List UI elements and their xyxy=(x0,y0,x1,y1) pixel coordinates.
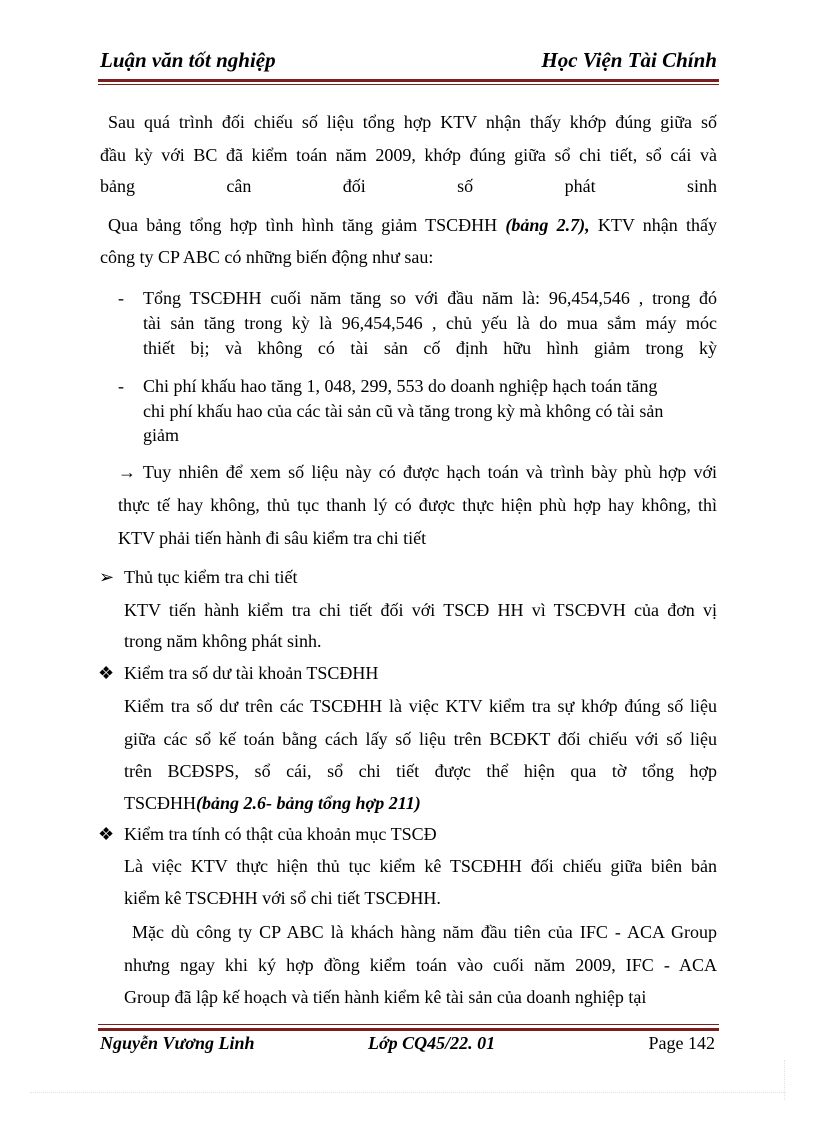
bullet2-dash: - xyxy=(118,376,124,396)
para1-line3: bảng cân đối số phát sinh xyxy=(100,176,717,196)
bullet1-dash: - xyxy=(118,288,124,308)
bullet1-line2: tài sản tăng trong kỳ là 96,454,546 , chủ yếu là do mua sắm máy móc xyxy=(143,313,717,333)
page-header xyxy=(100,44,717,76)
section2-line4 xyxy=(124,794,421,812)
page-right-border xyxy=(784,1060,785,1100)
bullet1-line3: thiết bị; và không có tài sản cố định hữu hình giảm trong kỳ xyxy=(143,338,717,358)
header-rule-thin xyxy=(98,84,719,85)
section2-table-ref: (bảng 2.6- bảng tổng hợp 211) xyxy=(196,793,421,813)
section3-title: Kiểm tra tính có thật của khoản mục TSCĐ xyxy=(124,824,437,844)
para2-line1 xyxy=(108,216,717,234)
section1-line1: KTV tiến hành kiểm tra chi tiết đối với TSCĐ HH vì TSCĐVH của đơn vị xyxy=(124,600,717,620)
bullet1-line1: Tổng TSCĐHH cuối năm tăng so với đầu năm là: 96,454,546 , trong đó xyxy=(143,288,717,308)
arrow-para-line3: KTV phải tiến hành đi sâu kiểm tra chi tiết xyxy=(118,528,427,548)
footer-author: Nguyễn Vương Linh xyxy=(100,1033,255,1053)
section2-line2: giữa các sổ kế toán bằng cách lấy số liệu trên BCĐKT đối chiếu với số liệu xyxy=(124,729,717,749)
section2-line4-pre: TSCĐHH xyxy=(124,793,197,813)
section3-line5: Group đã lập kế hoạch và tiến hành kiểm kê tài sản của doanh nghiệp tại xyxy=(124,987,647,1007)
bullet2-line2: chi phí khấu hao của các tài sản cũ và tăng trong kỳ mà không có tài sản xyxy=(143,401,664,421)
section2-line3: trên BCĐSPS, sổ cái, sổ chi tiết được thể hiện qua tờ tổng hợp xyxy=(124,761,717,781)
para2-text-pre: Qua bảng tổng hợp tình hình tăng giảm TSCĐHH xyxy=(108,215,506,235)
section3-line3: Mặc dù công ty CP ABC là khách hàng năm đầu tiên của IFC - ACA Group xyxy=(132,922,717,942)
para2-table-ref: (bảng 2.7), xyxy=(505,215,590,235)
page-bottom-border xyxy=(30,1092,786,1093)
section3-line2: kiểm kê TSCĐHH với sổ chi tiết TSCĐHH. xyxy=(124,888,441,908)
section1-title: Thủ tục kiểm tra chi tiết xyxy=(124,567,298,587)
footer-page-number: Page 142 xyxy=(648,1033,715,1053)
header-rule-thick xyxy=(98,79,719,82)
footer-rule-thick xyxy=(98,1028,719,1031)
section3-line1: Là việc KTV thực hiện thủ tục kiểm kê TSCĐHH đối chiếu giữa biên bản xyxy=(124,856,717,876)
section2-diamond-icon: ❖ xyxy=(98,663,115,683)
header-thesis-title: Luận văn tốt nghiệp xyxy=(100,48,276,72)
para2-line2: công ty CP ABC có những biến động như sau: xyxy=(100,247,434,267)
bullet2-line1: Chi phí khấu hao tăng 1, 048, 299, 553 do doanh nghiệp hạch toán tăng xyxy=(143,376,658,396)
section1-arrow-icon: ➢ xyxy=(99,567,115,587)
page-footer xyxy=(100,1033,717,1059)
header-institution: Học Viện Tài Chính xyxy=(541,48,717,72)
para1-line2: đầu kỳ với BC đã kiểm toán năm 2009, khớp đúng giữa sổ chi tiết, sổ cái và xyxy=(100,145,717,165)
arrow-para-line2: thực tế hay không, thủ tục thanh lý có được thực hiện phù hợp hay không, thì xyxy=(118,495,717,515)
section3-line4: nhưng ngay khi ký hợp đồng kiểm toán vào cuối năm 2009, IFC - ACA xyxy=(124,955,717,975)
section1-line2: trong năm không phát sinh. xyxy=(124,631,322,651)
bullet2-line3: giảm xyxy=(143,425,179,445)
section2-line1: Kiểm tra số dư trên các TSCĐHH là việc KTV kiểm tra sự khớp đúng số liệu xyxy=(124,696,717,716)
footer-class: Lớp CQ45/22. 01 xyxy=(368,1033,496,1053)
para1-line1: Sau quá trình đối chiếu số liệu tổng hợp KTV nhận thấy khớp đúng giữa số xyxy=(108,112,717,132)
section2-title: Kiểm tra số dư tài khoản TSCĐHH xyxy=(124,663,379,683)
footer-rule-thin xyxy=(98,1024,719,1025)
section3-diamond-icon: ❖ xyxy=(98,824,115,844)
para2-text-post: KTV nhận thấy xyxy=(589,215,718,235)
arrow-para-line1: → Tuy nhiên để xem số liệu này có được hạch toán và trình bày phù hợp với xyxy=(118,462,717,482)
